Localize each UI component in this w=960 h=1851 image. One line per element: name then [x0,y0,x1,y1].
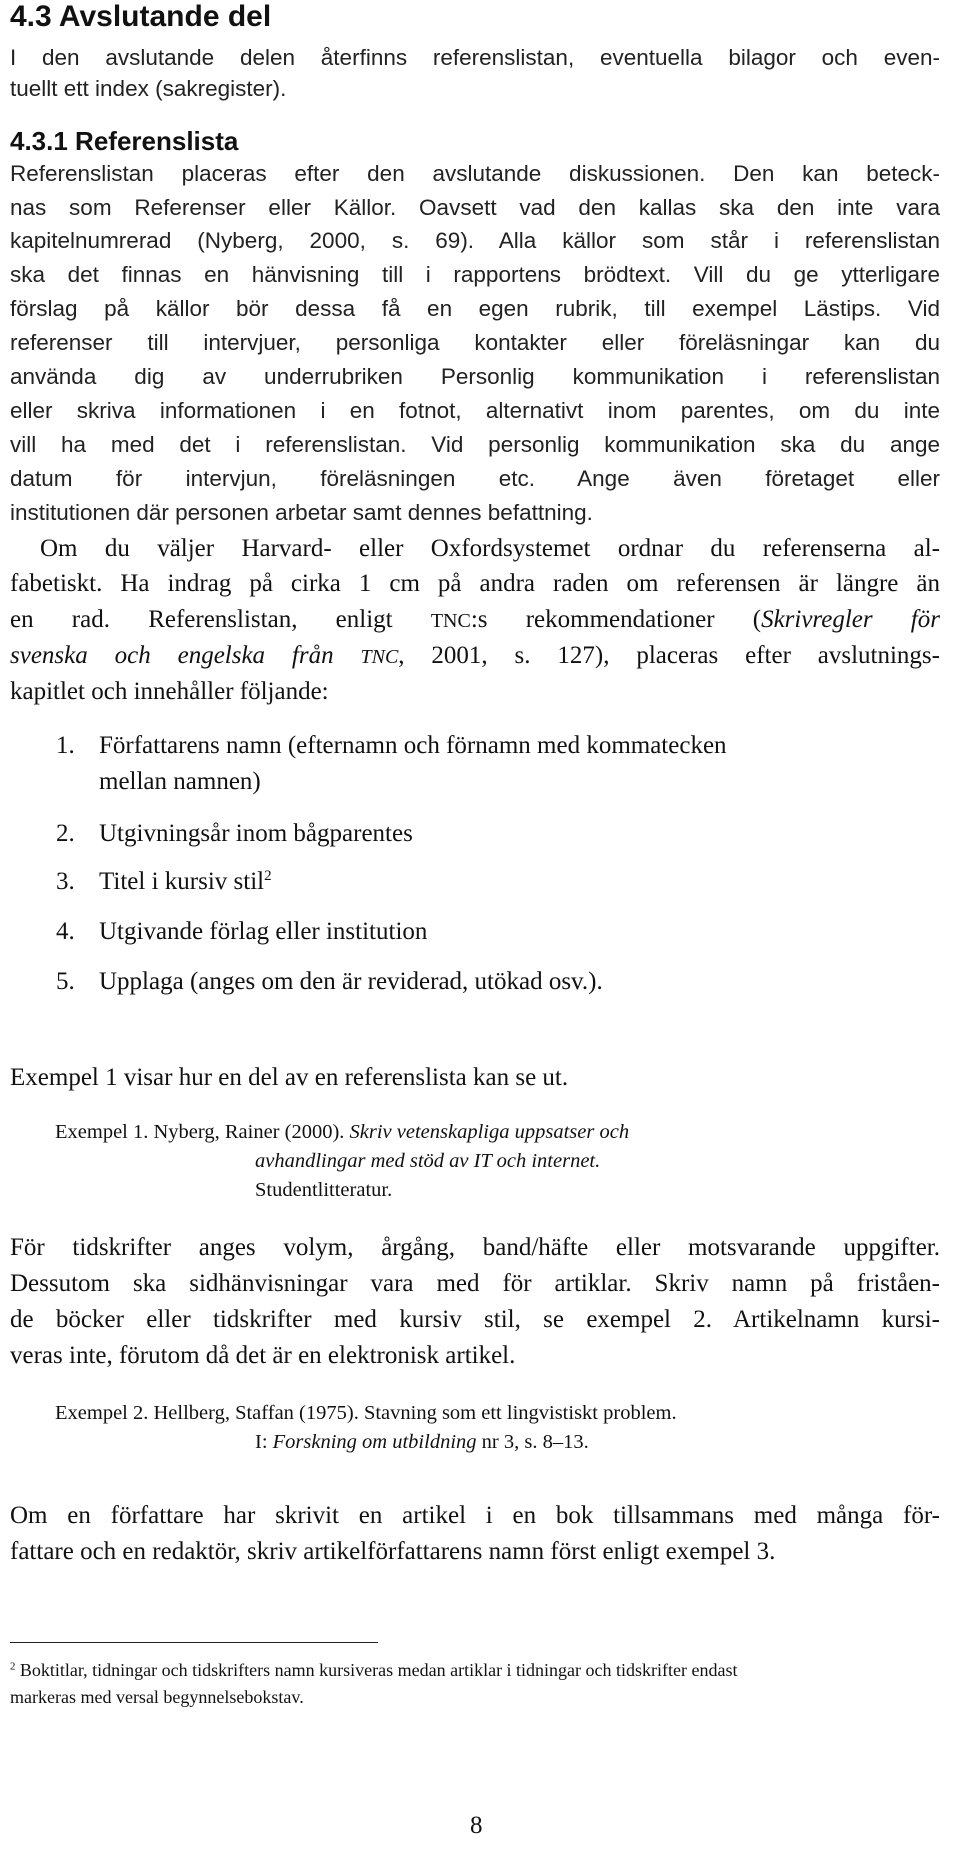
intro-line-1: I den avslutande delen återfinns referenslistan, eventuella bilagor och even- [10,45,940,70]
body-line: institutionen där personen arbetar samt dennes befattning. [10,500,593,525]
harvard-line-3 [10,606,940,634]
harvard-line-4 [10,642,940,670]
list-item-number: 3. [56,868,75,895]
list-item-text [99,868,272,896]
body-line: nas som Referenser eller Källor. Oavsett vad den kallas ska den inte vara [10,195,940,220]
periodicals-line: För tidskrifter anges volym, årgång, band/häfte eller motsvarande uppgifter. [10,1234,940,1261]
periodicals-line: Dessutom ska sidhänvisningar vara med för artiklar. Skriv namn på friståen- [10,1270,940,1297]
harvard-text: , 2001, s. 127), placeras efter avslutnings- [398,642,940,669]
harvard-text: en rad. Referenslistan, enligt [10,606,431,633]
footnote-divider [10,1642,378,1643]
example-2-issue: nr 3, s. 8–13. [476,1431,589,1453]
anthology-line: fattare och en redaktör, skriv artikelförfattarens namn först enligt exempel 3. [10,1538,776,1565]
list-item-number: 5. [56,968,75,995]
example-2-line-1: Exempel 2. Hellberg, Staffan (1975). Stavning som ett lingvistiskt problem. [55,1402,677,1424]
example-1-title: avhandlingar med stöd av IT och internet. [255,1150,601,1172]
list-item-text: Utgivande förlag eller institution [99,918,428,945]
body-line: ska det finnas en hänvisning till i rapportens brödtext. Vill du ge ytterligare [10,262,940,287]
harvard-text: :s rekommendationer ( [470,606,762,633]
body-line: vill ha med det i referenslistan. Vid personlig kommunikation ska du ange [10,432,940,457]
list-item-number: 4. [56,918,75,945]
body-line: kapitelnumrerad (Nyberg, 2000, s. 69). Alla källor som står i referenslistan [10,228,940,253]
example-2-in: I: [255,1431,273,1453]
intro-line-2: tuellt ett index (sakregister). [10,76,287,101]
harvard-line-5: kapitlet och innehåller följande: [10,678,329,705]
footnote-text: Boktitlar, tidningar och tidskrifters namn kursiveras medan artiklar i tidningar och tidskrifter endast [15,1660,738,1680]
list-item-number: 1. [56,732,75,759]
footnote-reference: 2 [264,868,272,884]
body-line: referenser till intervjuer, personliga kontakter eller föreläsningar kan du [10,330,940,355]
subsection-heading: 4.3.1 Referenslista [10,126,239,156]
periodicals-line: de böcker eller tidskrifter med kursiv stil, se exempel 2. Artikelnamn kursi- [10,1306,940,1333]
harvard-line-2: fabetiskt. Ha indrag på cirka 1 cm på andra raden om referensen är längre än [10,570,940,597]
page-number: 8 [470,1812,483,1839]
list-item-text: Upplaga (anges om den är reviderad, utökad osv.). [99,968,603,995]
list-item-number: 2. [56,820,75,847]
body-line: eller skriva informationen i en fotnot, alternativt inom parentes, om du inte [10,398,940,423]
periodicals-line: veras inte, förutom då det är en elektronisk artikel. [10,1342,516,1369]
body-line: datum för intervjun, föreläsningen etc. Ange även företaget eller [10,466,940,491]
example-1-publisher: Studentlitteratur. [255,1179,393,1201]
list-item-text: mellan namnen) [99,768,261,795]
anthology-line: Om en författare har skrivit en artikel i en bok tillsammans med många för- [10,1502,940,1529]
body-line: använda dig av underrubriken Personlig kommunikation i referenslistan [10,364,940,389]
book-title: Skrivregler för [761,606,940,633]
example-2-journal: Forskning om utbildning [272,1431,477,1453]
example-1-line-2 [255,1150,600,1173]
section-heading: 4.3 Avslutande del [10,0,272,33]
list-item-text: Författarens namn (efternamn och förnamn med kommatecken [99,732,727,759]
example-intro: Exempel 1 visar hur en del av en referenslista kan se ut. [10,1064,569,1091]
body-line: förslag på källor bör dessa få en egen rubrik, till exempel Lästips. Vid [10,296,940,321]
example-1-reference: Exempel 1. Nyberg, Rainer (2000). [55,1121,350,1143]
footnote-mark: 2 [10,1660,16,1673]
list-item-label: Titel i kursiv stil [99,868,265,895]
footnote-line-1 [10,1660,738,1681]
tnc-abbreviation: TNC [430,610,471,632]
harvard-line-1: Om du väljer Harvard- eller Oxfordsystemet ordnar du referenserna al- [40,535,940,562]
body-line: Referenslistan placeras efter den avslutande diskussionen. Den kan beteck- [10,161,940,186]
footnote-line-2: markeras med versal begynnelsebokstav. [10,1687,304,1707]
book-title: svenska och engelska från [10,642,361,669]
tnc-abbreviation: TNC [360,646,399,668]
example-2-line-2 [255,1431,589,1454]
example-1-title: Skriv vetenskapliga uppsatser och [349,1121,630,1143]
list-item-text: Utgivningsår inom bågparentes [99,820,413,847]
example-1-line-1 [55,1121,629,1144]
